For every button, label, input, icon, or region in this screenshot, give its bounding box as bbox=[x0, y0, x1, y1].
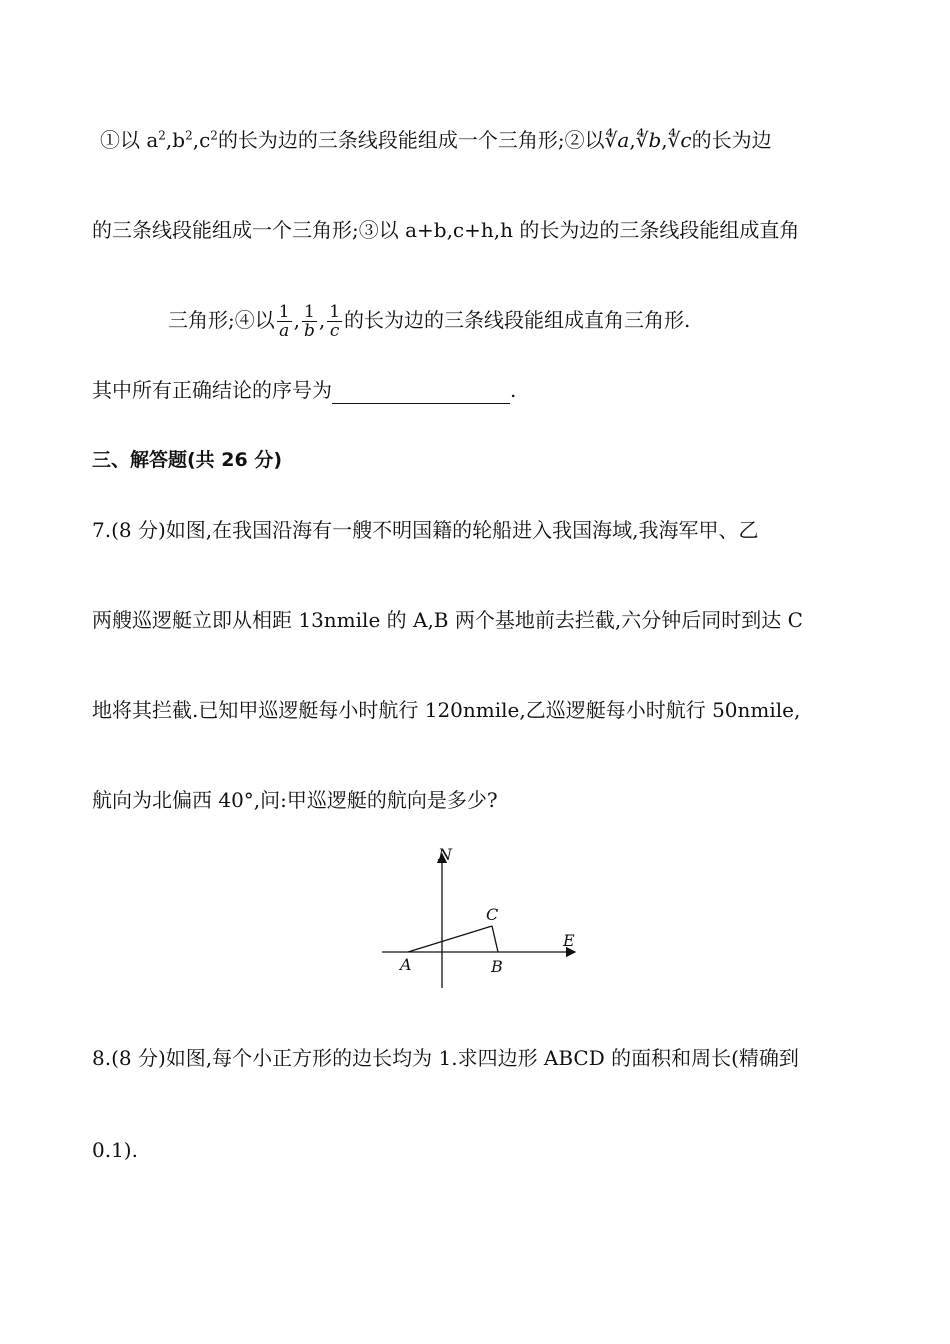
section-heading: 三、解答题(共 26 分) bbox=[92, 449, 283, 471]
denominator: b bbox=[303, 321, 315, 341]
text: , bbox=[293, 308, 300, 332]
segment-bc bbox=[492, 926, 498, 952]
denominator: c bbox=[329, 321, 340, 341]
answer-prompt bbox=[92, 376, 516, 404]
label-a: A bbox=[400, 955, 412, 974]
text: 三角形;④以 bbox=[168, 308, 275, 332]
segment-ac bbox=[408, 926, 492, 952]
text: ,c bbox=[192, 128, 211, 152]
text: ,b bbox=[165, 128, 186, 152]
superscript: 2 bbox=[210, 128, 218, 143]
fraction-1-over-b bbox=[302, 303, 317, 340]
q7-line-1: 7.(8 分)如图,在我国沿海有一艘不明国籍的轮船进入我国海域,我海军甲、乙 bbox=[92, 518, 759, 542]
label-e: E bbox=[563, 931, 575, 950]
text: 其中所有正确结论的序号为 bbox=[92, 378, 332, 402]
q8-line-2: 0.1). bbox=[92, 1138, 138, 1162]
text: , bbox=[318, 308, 326, 332]
numerator: 1 bbox=[329, 302, 341, 322]
fraction-1-over-c bbox=[327, 303, 342, 340]
label-c: C bbox=[486, 905, 499, 924]
text: . bbox=[510, 378, 517, 402]
label-b: B bbox=[491, 957, 503, 976]
navigation-figure bbox=[370, 840, 590, 1000]
text: , bbox=[629, 128, 636, 152]
q7-line-2: 两艘巡逻艇立即从相距 13nmile 的 A,B 两个基地前去拦截,六分钟后同时到达 C bbox=[92, 608, 803, 632]
q7-line-3: 地将其拦截.已知甲巡逻艇每小时航行 120nmile,乙巡逻艇每小时航行 50nmile, bbox=[92, 698, 801, 722]
numerator: 1 bbox=[278, 302, 290, 322]
numerator: 1 bbox=[302, 303, 317, 322]
fraction-1-over-a bbox=[277, 303, 292, 340]
statement-3-line bbox=[168, 300, 690, 340]
root-c: ∜c bbox=[667, 128, 692, 152]
statement-2-line: 的三条线段能组成一个三角形;③以 a+b,c+h,h 的长为边的三条线段能组成直角 bbox=[92, 218, 800, 242]
q8-line-1: 8.(8 分)如图,每个小正方形的边长均为 1.求四边形 ABCD 的面积和周长(精确到 bbox=[92, 1046, 799, 1070]
label-n: N bbox=[438, 845, 452, 864]
text: ①以 a bbox=[100, 128, 159, 152]
text: 的长为边 bbox=[691, 128, 772, 152]
statement-1-line bbox=[100, 126, 772, 154]
superscript: 2 bbox=[158, 128, 166, 143]
root-a: ∜a bbox=[604, 128, 630, 152]
answer-blank[interactable] bbox=[332, 381, 510, 404]
text: 的长为边的三条线段能组成一个三角形;②以 bbox=[217, 128, 605, 152]
q7-line-4: 航向为北偏西 40°,问:甲巡逻艇的航向是多少? bbox=[92, 788, 498, 812]
superscript: 2 bbox=[185, 128, 193, 143]
denominator: a bbox=[279, 321, 290, 341]
text: , bbox=[661, 128, 668, 152]
text: 的长为边的三条线段能组成直角三角形. bbox=[344, 308, 691, 332]
root-b: ∜b bbox=[635, 128, 662, 152]
